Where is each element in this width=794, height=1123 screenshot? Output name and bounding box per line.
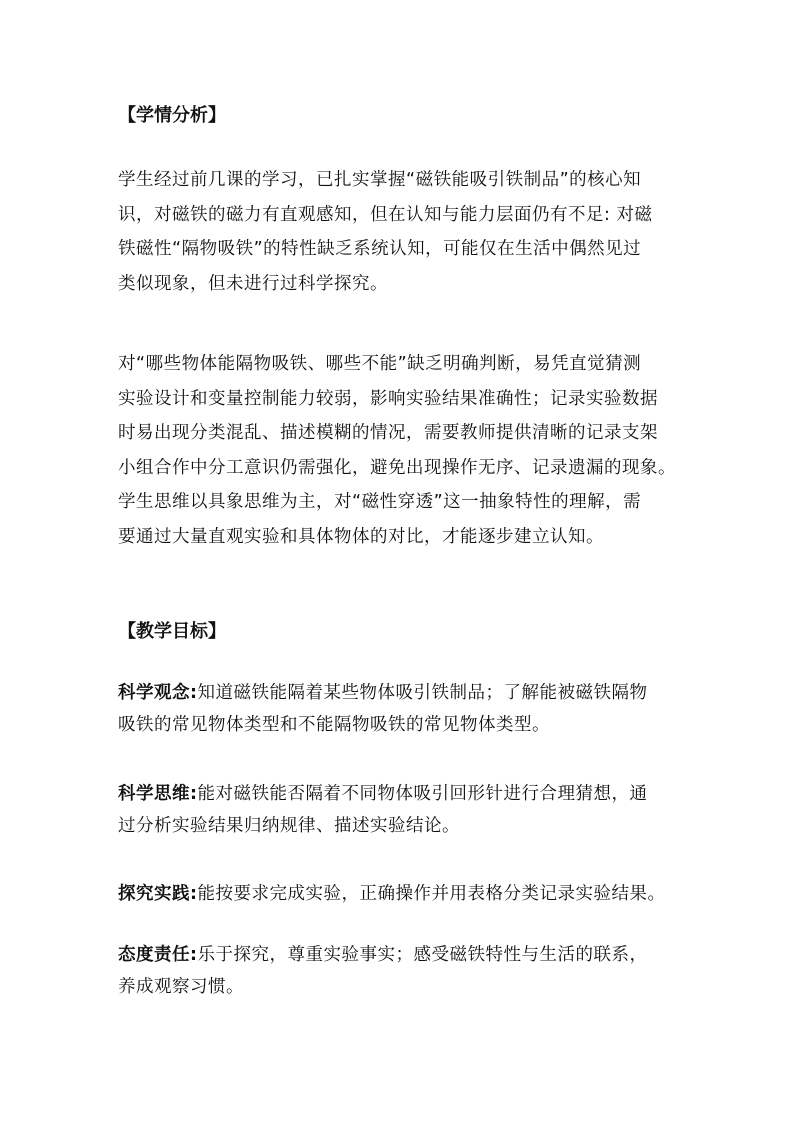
objective-text: 能按要求完成实验，正确操作并用表格分类记录实验结果。 [197, 884, 666, 904]
objective-label: 态度责任: [118, 945, 198, 965]
text-line: 时易出现分类混乱、描述模糊的情况，需要教师提供清晰的记录支架 [118, 423, 658, 444]
objective-label: 科学观念: [118, 683, 198, 703]
section-heading-analysis: 【学情分析】 [118, 105, 226, 126]
text-line [118, 939, 690, 971]
text-line: 铁磁性“隔物吸铁”的特性缺乏系统认知，可能仅在生活中偶然见过 [118, 239, 642, 260]
text-line: 实验设计和变量控制能力较弱，影响实验结果准确性；记录实验数据 [118, 388, 658, 409]
section-heading-objectives: 【教学目标】 [118, 621, 226, 642]
objective-science-concept [118, 677, 690, 741]
text-line [118, 878, 690, 910]
text-line: 要通过大量直观实验和具体物体的对比，才能逐步建立认知。 [118, 526, 604, 547]
analysis-paragraph-2 [118, 347, 690, 555]
text-line: 学生思维以具象思维为主，对“磁性穿透”这一抽象特性的理解，需 [118, 492, 642, 513]
text-line: 小组合作中分工意识仍需强化，避免出现操作无序、记录遗漏的现象。 [118, 457, 676, 478]
objective-label: 科学思维: [118, 784, 198, 804]
text-line: 学生经过前几课的学习，已扎实掌握“磁铁能吸引铁制品”的核心知 [118, 170, 642, 190]
text-line: 对“哪些物体能隔物吸铁、哪些不能”缺乏明确判断，易凭直觉猜测 [118, 354, 642, 374]
text-line: 吸铁的常见物体类型和不能隔物吸铁的常见物体类型。 [118, 715, 550, 735]
analysis-paragraph-1 [118, 163, 690, 301]
objective-label: 探究实践: [118, 884, 198, 904]
objective-text: 知道磁铁能隔着某些物体吸引铁制品；了解能被磁铁隔物 [197, 683, 648, 703]
objective-text: 乐于探究，尊重实验事实；感受磁铁特性与生活的联系， [197, 945, 648, 965]
text-line: 类似现象，但未进行过科学探究。 [118, 273, 388, 294]
objective-attitude-responsibility [118, 939, 690, 1003]
text-line [118, 778, 690, 810]
text-line: 识，对磁铁的磁力有直观感知，但在认知与能力层面仍有不足: 对磁 [118, 204, 653, 225]
text-line: 过分析实验结果归纳规律、描述实验结论。 [118, 816, 460, 836]
text-line [118, 677, 690, 709]
objective-science-thinking [118, 778, 690, 842]
objective-inquiry-practice [118, 878, 690, 910]
objective-text: 能对磁铁能否隔着不同物体吸引回形针进行合理猜想，通 [197, 784, 648, 804]
text-line: 养成观察习惯。 [118, 977, 244, 997]
